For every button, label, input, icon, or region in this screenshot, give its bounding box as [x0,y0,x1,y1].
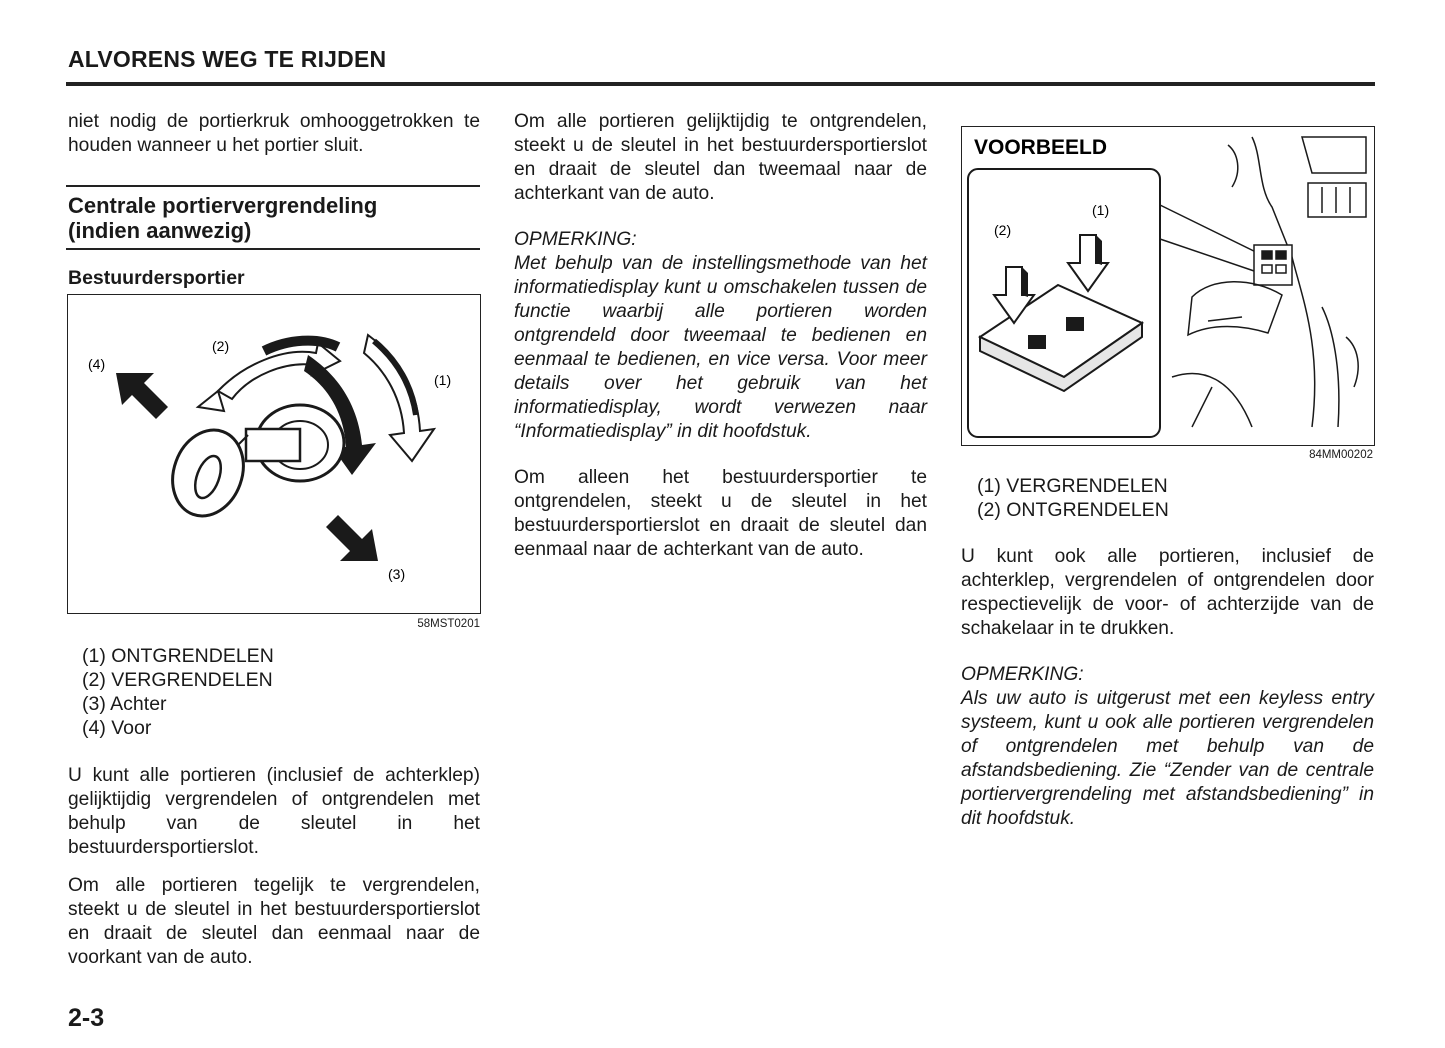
page-number: 2-3 [68,1004,105,1032]
note-text: Als uw auto is uitgerust met een keyless entry systeem, kunt u ook alle portieren vergrendelen of ontgrendelen met behulp van de afstandsbediening. Zie “Zender van de centrale portiervergrendeling met afstandsbediening” in dit hoofdstuk. [961,688,1374,829]
col1-intro [68,110,480,158]
fig1-legend [82,644,274,740]
legend-item: (3) Achter [82,693,167,715]
legend-item: (2) ONTGRENDELEN [977,499,1169,521]
note-label: OPMERKING: [514,229,637,250]
intro-paragraph: niet nodig de portierkruk omhooggetrokken te houden wanneer u het portier sluit. [68,111,480,156]
legend-item: (1) VERGRENDELEN [977,475,1168,497]
fig1-label-3: (3) [388,566,406,582]
example-tag: VOORBEELD [974,136,1108,159]
paragraph: U kunt ook alle portieren, inclusief de achterklep, vergrendelen of ontgrendelen door respectievelijk de voor- of achterzijde van de schakelaar in te drukken. [961,546,1374,639]
col2-body [514,110,927,562]
paragraph: Om alle portieren tegelijk te vergrendelen, steekt u de sleutel in het bestuurdersportierslot en draait de sleutel dan eenmaal naar de voorkant van de auto. [68,875,480,968]
arrow-rear-icon [326,515,378,561]
fig1-code: 58MST0201 [417,618,480,630]
legend-item: (1) ONTGRENDELEN [82,645,274,667]
door-panel-sketch [1172,137,1366,427]
note-label: OPMERKING: [961,664,1084,685]
door-switch-figure [961,126,1375,446]
key-icon [161,405,344,526]
section-title-line2: (indien aanwezig) [68,218,252,243]
key-lock-illustration [68,295,480,613]
legend-item: (2) VERGRENDELEN [82,669,273,691]
key-lock-figure [67,294,481,614]
arrow-front-icon [116,373,168,419]
page-header-title: ALVORENS WEG TE RIJDEN [68,46,387,72]
fig1-label-4: (4) [88,356,106,372]
subsection-title: Bestuurdersportier [68,267,245,289]
section-title [68,193,480,243]
fig2-label-1: (1) [1092,202,1110,218]
header-rule [66,82,1375,86]
col3-body [961,545,1374,831]
fig2-code: 84MM00202 [1309,449,1373,461]
col1-body [68,764,480,970]
paragraph: Om alleen het bestuurdersportier te ontgrendelen, steekt u de sleutel in het bestuurdersportierslot en draait de sleutel dan eenmaal naar de achterkant van de auto. [514,467,927,560]
paragraph: U kunt alle portieren (inclusief de achterklep) gelijktijdig vergrendelen of ontgrendelen met behulp van de sleutel in het bestuurdersportierslot. [68,765,480,858]
legend-item: (4) Voor [82,717,152,739]
fig2-legend [977,474,1169,522]
door-switch-illustration [962,127,1374,445]
section-rule-bottom [66,248,480,250]
section-rule-top [66,185,480,187]
fig1-label-1: (1) [434,372,452,388]
fig1-label-2: (2) [212,338,230,354]
fig2-label-2: (2) [994,222,1012,238]
section-title-line1: Centrale portiervergrendeling [68,193,378,218]
paragraph: Om alle portieren gelijktijdig te ontgrendelen, steekt u de sleutel in het bestuurdersportierslot en draait de sleutel dan tweemaal naar de achterkant van de auto. [514,111,927,204]
note-text: Met behulp van de instellingsmethode van het informatiedisplay kunt u omschakelen tussen de functie waarbij alle portieren worden ontgrendeld door tweemaal te bedienen en eenmaal te bedienen, en vice versa. Voor meer details over het gebruik van het informatiedisplay, wordt verwezen naar “Informatiedisplay” in dit hoofdstuk. [514,253,927,442]
